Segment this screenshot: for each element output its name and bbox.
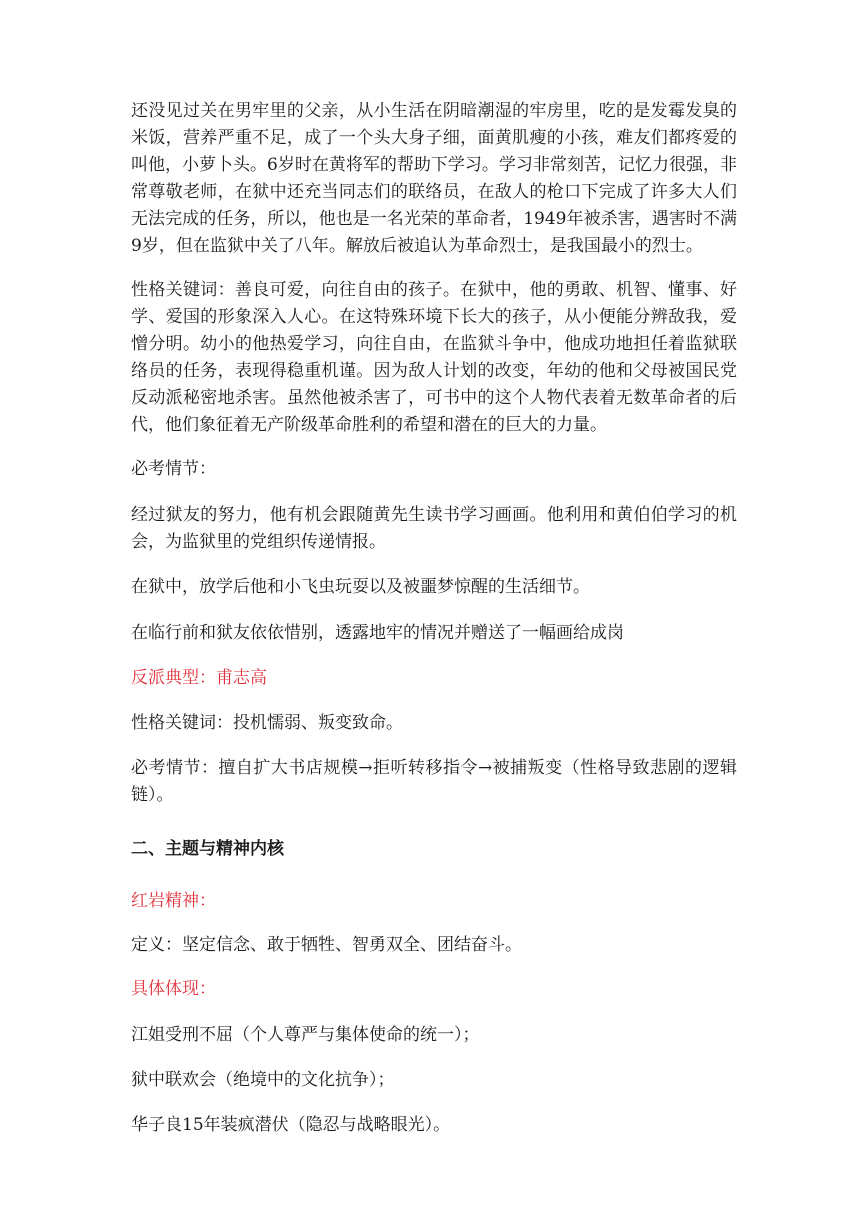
paragraph-plot-item-2: 在狱中，放学后他和小飞虫玩耍以及被噩梦惊醒的生活细节。 (131, 577, 590, 597)
paragraph-plot-item-3: 在临行前和狱友依依惜别，透露地牢的情况并赠送了一幅画给成岗 (131, 623, 624, 643)
paragraph-villain-plot: 必考情节：擅自扩大书店规模→拒听转移指令→被捕叛变（性格导致悲剧的逻辑链）。 (131, 758, 737, 805)
paragraph-definition: 定义：坚定信念、敢于牺牲、智勇双全、团结奋斗。 (131, 935, 522, 955)
paragraph-xiaoluobotou-bio: 还没见过关在男牢里的父亲，从小生活在阴暗潮湿的牢房里，吃的是发霉发臭的米饭，营养严重不足，成了一个头大身子细，面黄肌瘦的小孩，难友们都疼爱的叫他，小萝卜头。6岁时在黄将军的帮助下学习。学习非常刻苦，记忆力很强，非常尊敬老师，在狱中还充当同志们的联络员，在敌人的枪口下完成了许多大人们无法完成的任务，所以，他也是一名光荣的革命者，1949年被杀害，遇害时不满9岁，但在监狱中关了八年。解放后被追认为革命烈士，是我国最小的烈士。 (131, 101, 737, 256)
paragraph-manifestation-3: 华子良15年装疯潜伏（隐忍与战略眼光）。 (131, 1115, 451, 1135)
section-heading-theme: 二、主题与精神内核 (131, 839, 284, 859)
heading-villain-typical: 反派典型：甫志高 (131, 668, 267, 688)
paragraph-character-keywords: 性格关键词：善良可爱，向往自由的孩子。在狱中，他的勇敢、机智、懂事、好学、爱国的形象深入人心。在这特殊环境下长大的孩子，从小便能分辨敌我，爱憎分明。幼小的他热爱学习，向往自由，在监狱斗争中，他成功地担任着监狱联络员的任务，表现得稳重机谨。因为敌人计划的改变，年幼的他和父母被国民党反动派秘密地杀害。虽然他被杀害了，可书中的这个人物代表着无数革命者的后代，他们象征着无产阶级革命胜利的希望和潜在的巨大的力量。 (131, 280, 737, 435)
paragraph-plot-item-1: 经过狱友的努力，他有机会跟随黄先生读书学习画画。他利用和黄伯伯学习的机会，为监狱里的党组织传递情报。 (131, 505, 737, 552)
document-page (131, 98, 737, 1139)
paragraph-villain-keywords: 性格关键词：投机懦弱、叛变致命。 (131, 713, 403, 733)
paragraph-key-plot-heading: 必考情节： (131, 459, 216, 479)
heading-concrete-manifestation: 具体体现： (131, 979, 216, 999)
paragraph-manifestation-1: 江姐受刑不屈（个人尊严与集体使命的统一）； (131, 1025, 480, 1045)
heading-hongyan-spirit: 红岩精神： (131, 891, 216, 911)
paragraph-manifestation-2: 狱中联欢会（绝境中的文化抗争）； (131, 1070, 395, 1090)
